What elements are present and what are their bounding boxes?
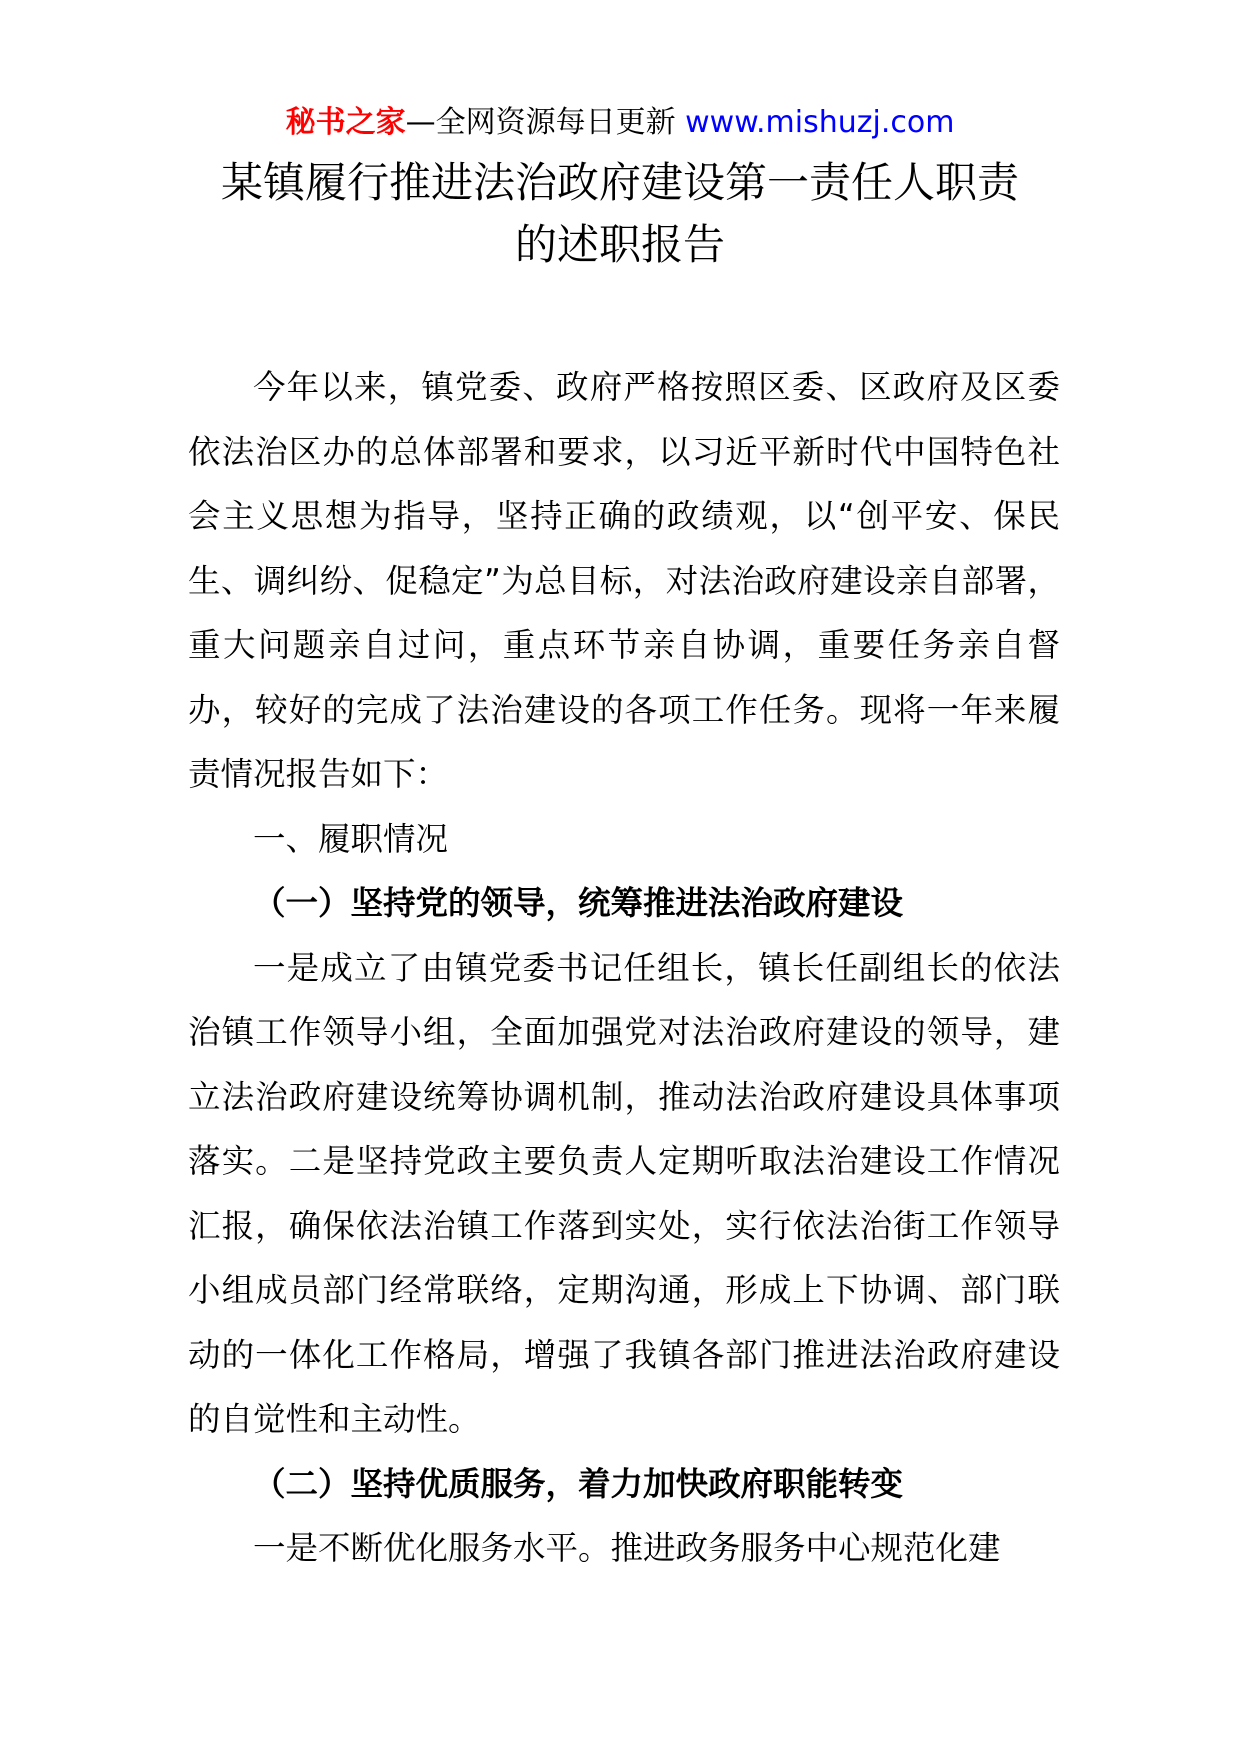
website-link[interactable]: www.mishuzj.com xyxy=(685,105,955,140)
title-line-1: 某镇履行推进法治政府建设第一责任人职责 xyxy=(220,158,1019,207)
document-body xyxy=(188,355,1060,1581)
brand-name: 秘书之家 xyxy=(285,105,406,140)
section-heading-1: 一、履职情况 xyxy=(253,819,449,858)
subsection-heading-1: （一）坚持党的领导，统筹推进法治政府建设 xyxy=(253,884,904,922)
subsection-1-paragraph: 一是成立了由镇党委书记任组长，镇长任副组长的依法治镇工作领导小组，全面加强党对法治政府建设的领导，建立法治政府建设统筹协调机制，推动法治政府建设具体事项落实。二是坚持党政主要负责人定期听取法治建设工作情况汇报，确保依法治镇工作落到实处，实行依法治街工作领导小组成员部门经常联络，定期沟通，形成上下协调、部门联动的一体化工作格局，增强了我镇各部门推进法治政府建设的自觉性和主动性。 xyxy=(188,948,1060,1438)
title-line-2: 的述职报告 xyxy=(514,220,725,269)
watermark-header xyxy=(0,100,1240,146)
subsection-2-paragraph: 一是不断优化服务水平。推进政务服务中心规范化建 xyxy=(253,1529,1001,1567)
intro-paragraph: 今年以来，镇党委、政府严格按照区委、区政府及区委依法治区办的总体部署和要求，以习近平新时代中国特色社会主义思想为指导，坚持正确的政绩观，以“创平安、保民生、调纠纷、促稳定”为总目标，对法治政府建设亲自部署，重大问题亲自过问，重点环节亲自协调，重要任务亲自督办，较好的完成了法治建设的各项工作任务。现将一年来履责情况报告如下： xyxy=(188,368,1060,793)
subsection-heading-2: （二）坚持优质服务，着力加快政府职能转变 xyxy=(253,1464,904,1503)
document-title xyxy=(180,152,1060,276)
header-tagline: —全网资源每日更新 xyxy=(405,105,686,140)
